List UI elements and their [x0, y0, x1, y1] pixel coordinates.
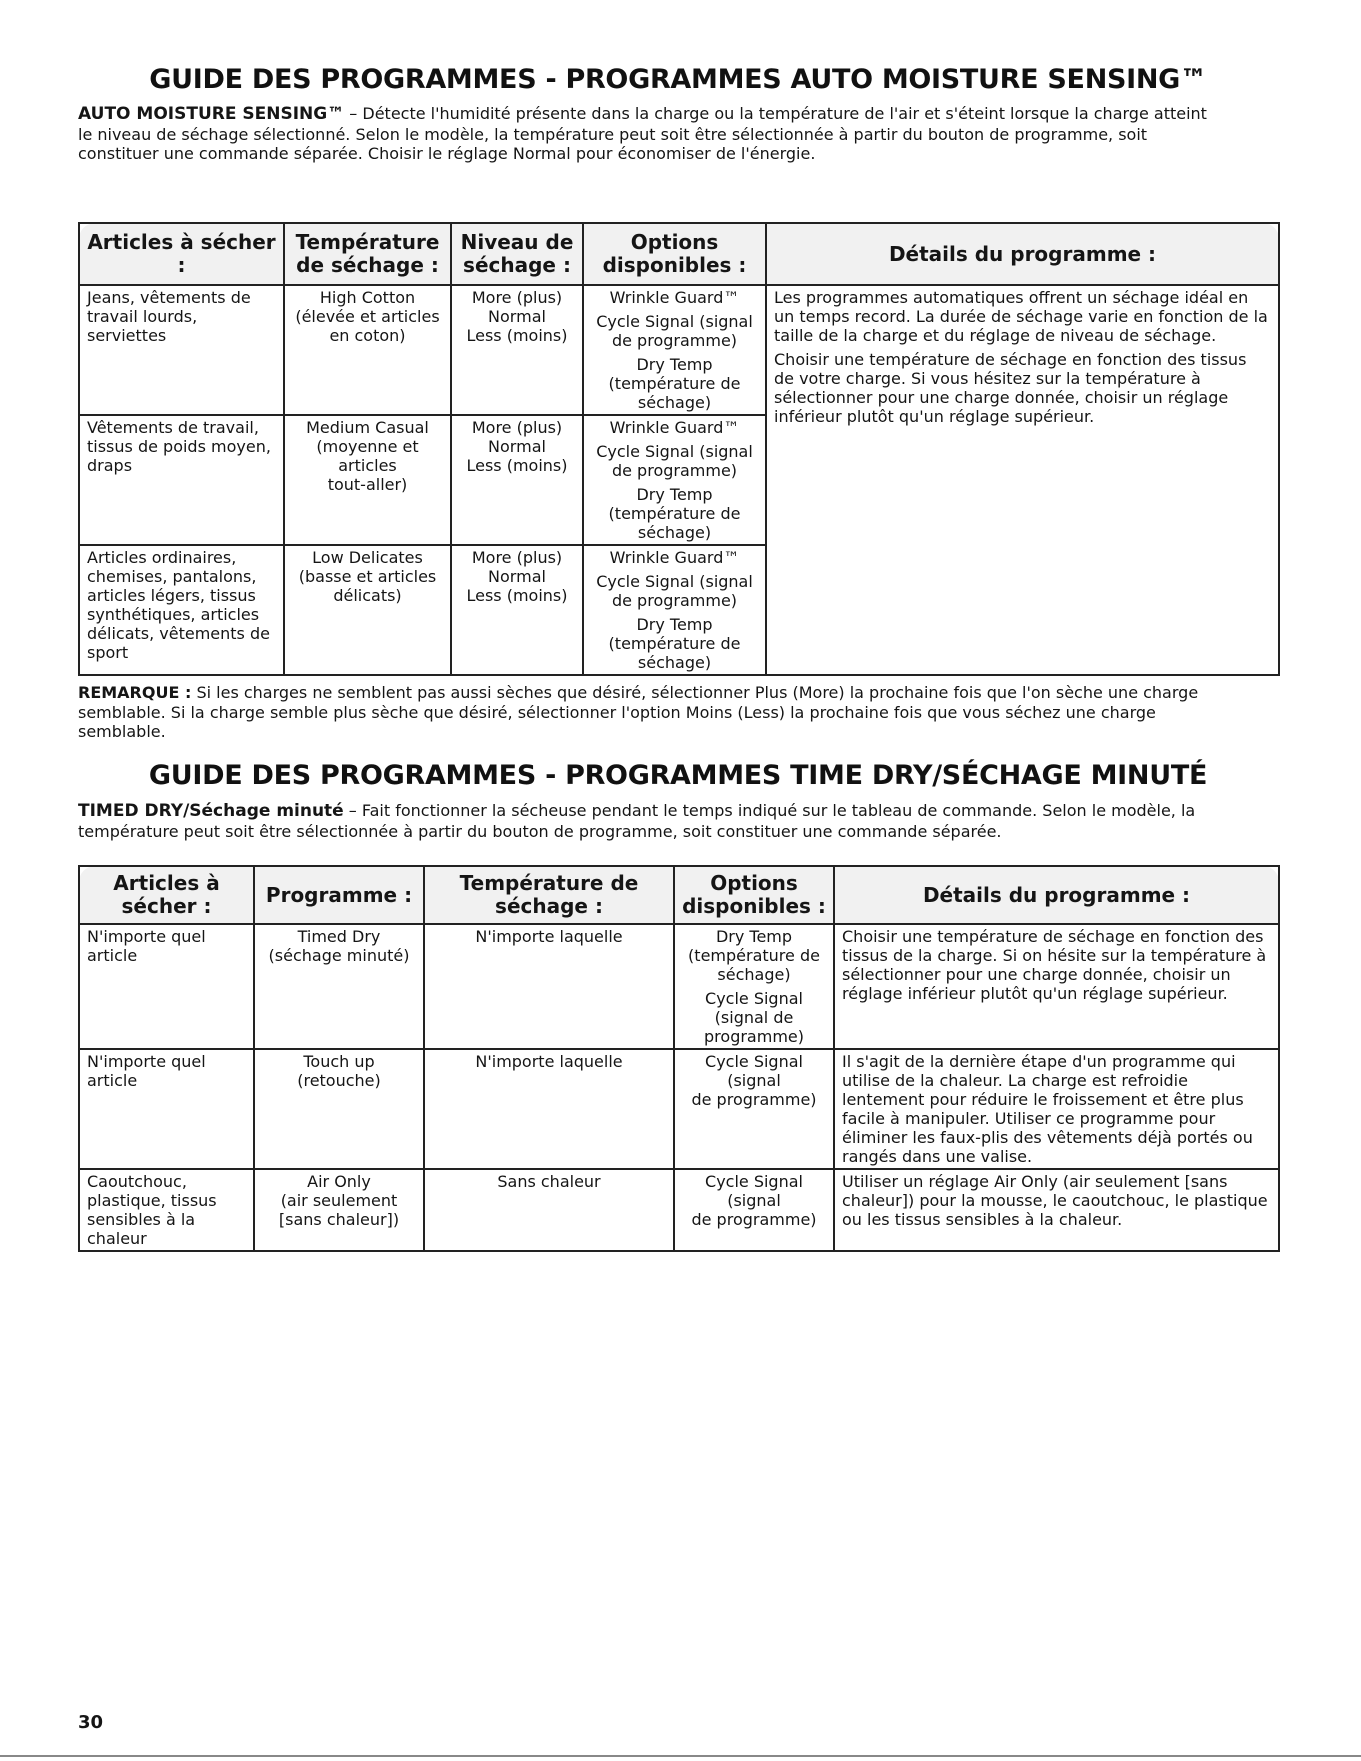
footer-divider [0, 1755, 1361, 1757]
program-cell: Touch up (retouche) [254, 1049, 424, 1169]
timed-dry-section-title: GUIDE DES PROGRAMMES - PROGRAMMES TIME DRY/SÉCHAGE MINUTÉ [148, 760, 1208, 791]
temperature-cell: Sans chaleur [424, 1169, 674, 1251]
header-details: Détails du programme : [834, 866, 1279, 924]
option-item: Cycle Signal (signal de programme) [704, 989, 804, 1046]
timed-dry-intro-body: – Fait fonctionner la sécheuse pendant le temps indiqué sur le tableau de commande. Selon le modèle, la température peut soit être sélectionnée à partir du bouton de programme, soit constituer une commande séparée. [78, 801, 1196, 841]
articles-cell: Articles ordinaires, chemises, pantalons, articles légers, tissus synthétiques, articles délicats, vêtements de sport [79, 545, 284, 675]
option-item: Wrinkle Guard™ [609, 548, 740, 567]
details-paragraph: Choisir une température de séchage en fonction des tissus de votre charge. Si vous hésitez sur la température à sélectionner pour une charge donnée, choisir un réglage inférieur plutôt qu'un réglage supérieur. [774, 350, 1247, 426]
options-cell [674, 1169, 834, 1251]
auto-moisture-cycle-table [78, 222, 1280, 676]
options-cell [583, 545, 766, 675]
remark-body: Si les charges ne semblent pas aussi sèches que désiré, sélectionner Plus (More) la prochaine fois que l'on sèche une charge semblable. Si la charge semble plus sèche que désiré, sélectionner l'option Moins (Less) la prochaine fois que vous séchez une charge semblable. [78, 683, 1199, 741]
temperature-cell: Low Delicates (basse et articles délicats) [284, 545, 451, 675]
header-temperature: Température de séchage : [284, 223, 451, 285]
temperature-cell: N'importe laquelle [424, 924, 674, 1049]
temperature-cell: N'importe laquelle [424, 1049, 674, 1169]
header-temperature: Température de séchage : [424, 866, 674, 924]
articles-cell: Caoutchouc, plastique, tissus sensibles à la chaleur [79, 1169, 254, 1251]
option-item: Cycle Signal (signal de programme) [596, 572, 753, 610]
details-cell: Utiliser un réglage Air Only (air seulement [sans chaleur]) pour la mousse, le caoutchouc, le plastique ou les tissus sensibles à la chaleur. [834, 1169, 1279, 1251]
articles-cell: N'importe quel article [79, 1049, 254, 1169]
header-level: Niveau de séchage : [451, 223, 583, 285]
options-cell [583, 285, 766, 415]
option-item: Cycle Signal (signal de programme) [691, 1052, 817, 1109]
details-cell [766, 285, 1279, 675]
details-cell: Il s'agit de la dernière étape d'un programme qui utilise de la chaleur. La charge est refroidie lentement pour réduire le froissement et être plus facile à manipuler. Utiliser ce programme pour éliminer les faux-plis des vêtements déjà portés ou rangés dans une valise. [834, 1049, 1279, 1169]
timed-dry-intro [78, 801, 1278, 841]
option-item: Dry Temp (température de séchage) [608, 485, 741, 542]
header-program: Programme : [254, 866, 424, 924]
level-cell: More (plus) Normal Less (moins) [451, 415, 583, 545]
table-row [79, 285, 1279, 415]
details-paragraph: Les programmes automatiques offrent un séchage idéal en un temps record. La durée de séchage varie en fonction de la taille de la charge et du réglage de niveau de séchage. [774, 288, 1268, 345]
options-cell [674, 924, 834, 1049]
page-number: 30 [78, 1712, 104, 1733]
header-articles: Articles à sécher : [79, 866, 254, 924]
program-cell: Timed Dry (séchage minuté) [254, 924, 424, 1049]
auto-moisture-intro-body: – Détecte l'humidité présente dans la charge ou la température de l'air et s'éteint lorsque la charge atteint le niveau de séchage sélectionné. Selon le modèle, la température peut soit être sélectionnée à partir du bouton de programme, soit constituer une commande séparée. Choisir le réglage Normal pour économiser de l'énergie. [78, 104, 1207, 163]
table-row [79, 1049, 1279, 1169]
header-options: Options disponibles : [583, 223, 766, 285]
header-details: Détails du programme : [766, 223, 1279, 285]
option-item: Cycle Signal (signal de programme) [596, 442, 753, 480]
timed-dry-intro-lead: TIMED DRY/Séchage minuté [78, 801, 344, 821]
level-cell: More (plus) Normal Less (moins) [451, 545, 583, 675]
timed-dry-cycle-table [78, 865, 1280, 1252]
table-header-row [79, 866, 1279, 924]
level-cell: More (plus) Normal Less (moins) [451, 285, 583, 415]
option-item: Wrinkle Guard™ [609, 418, 740, 437]
option-item: Dry Temp (température de séchage) [688, 927, 820, 984]
temperature-cell: High Cotton (élevée et articles en coton) [284, 285, 451, 415]
articles-cell: Vêtements de travail, tissus de poids moyen, draps [79, 415, 284, 545]
articles-cell: Jeans, vêtements de travail lourds, serviettes [79, 285, 284, 415]
auto-moisture-intro [78, 104, 1218, 164]
temperature-cell: Medium Casual (moyenne et articles tout-aller) [284, 415, 451, 545]
header-options: Options disponibles : [674, 866, 834, 924]
auto-moisture-intro-lead: AUTO MOISTURE SENSING™ [78, 104, 345, 124]
remark-label: REMARQUE : [78, 683, 192, 702]
option-item: Cycle Signal (signal de programme) [691, 1172, 817, 1229]
auto-moisture-section-title: GUIDE DES PROGRAMMES - PROGRAMMES AUTO MOISTURE SENSING™ [149, 64, 1207, 95]
header-articles: Articles à sécher : [79, 223, 284, 285]
option-item: Dry Temp (température de séchage) [608, 615, 741, 672]
table-header-row [79, 223, 1279, 285]
options-cell [583, 415, 766, 545]
table-row [79, 924, 1279, 1049]
remark-note [78, 683, 1218, 742]
program-cell: Air Only (air seulement [sans chaleur]) [254, 1169, 424, 1251]
details-cell: Choisir une température de séchage en fonction des tissus de la charge. Si on hésite sur la température à sélectionner pour une charge donnée, choisir un réglage inférieur plutôt qu'un réglage supérieur. [834, 924, 1279, 1049]
options-cell [674, 1049, 834, 1169]
option-item: Dry Temp (température de séchage) [608, 355, 741, 412]
option-item: Cycle Signal (signal de programme) [596, 312, 753, 350]
articles-cell: N'importe quel article [79, 924, 254, 1049]
table-row [79, 1169, 1279, 1251]
option-item: Wrinkle Guard™ [609, 288, 740, 307]
